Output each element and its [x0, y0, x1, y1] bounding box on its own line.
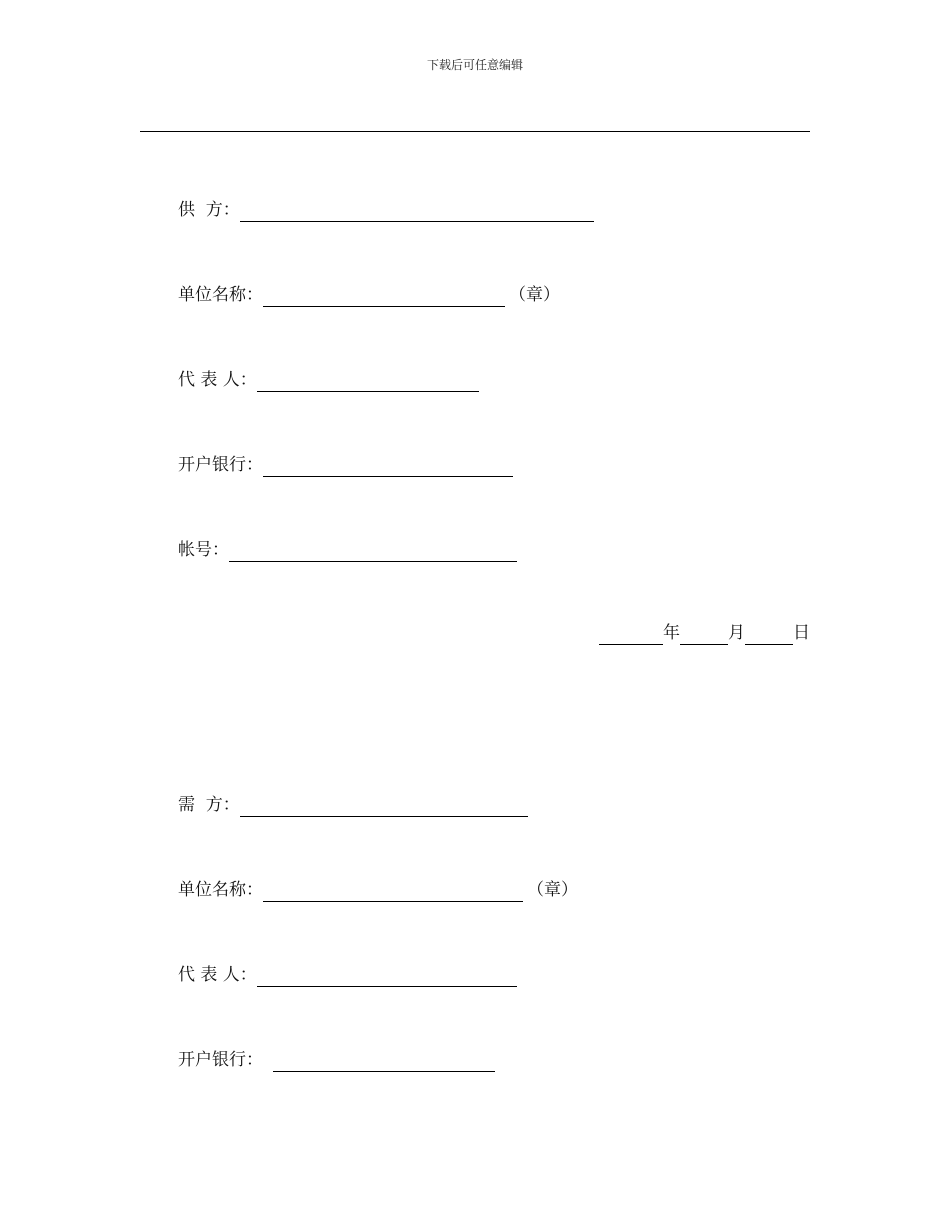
- buyer-party-blank[interactable]: [240, 798, 528, 817]
- supplier-seal-suffix: （章）: [509, 285, 560, 305]
- supplier-bank-row: [178, 453, 513, 477]
- buyer-representative-row: [178, 963, 517, 987]
- buyer-representative-label: 代 表 人：: [178, 965, 257, 985]
- buyer-bank-row: [178, 1048, 495, 1072]
- supplier-account-label: 帐号：: [178, 540, 229, 560]
- buyer-representative-blank[interactable]: [257, 968, 517, 987]
- supplier-unit-name-label: 单位名称：: [178, 285, 263, 305]
- supplier-party-blank[interactable]: [240, 203, 594, 222]
- month-blank[interactable]: [680, 626, 728, 645]
- supplier-party-row: [178, 198, 594, 222]
- supplier-representative-label: 代 表 人：: [178, 370, 257, 390]
- supplier-unit-name-blank[interactable]: [263, 288, 505, 307]
- day-blank[interactable]: [745, 626, 793, 645]
- header-note: 下载后可任意编辑: [426, 58, 523, 72]
- supplier-unit-name-row: [178, 283, 560, 307]
- date-row: [599, 621, 810, 645]
- month-label: 月: [728, 623, 745, 643]
- supplier-party-label: 供 方：: [178, 200, 240, 220]
- buyer-seal-suffix: （章）: [527, 880, 578, 900]
- year-label: 年: [663, 623, 680, 643]
- supplier-account-row: [178, 538, 517, 562]
- supplier-representative-row: [178, 368, 479, 392]
- year-blank[interactable]: [599, 626, 663, 645]
- supplier-representative-blank[interactable]: [257, 373, 479, 392]
- supplier-account-blank[interactable]: [229, 543, 517, 562]
- header-rule: [140, 131, 810, 132]
- supplier-bank-label: 开户银行：: [178, 455, 263, 475]
- buyer-party-row: [178, 793, 528, 817]
- buyer-party-label: 需 方：: [178, 795, 240, 815]
- buyer-bank-label: 开户银行：: [178, 1050, 263, 1070]
- buyer-bank-blank[interactable]: [273, 1053, 495, 1072]
- supplier-bank-blank[interactable]: [263, 458, 513, 477]
- day-label: 日: [793, 623, 810, 643]
- buyer-unit-name-row: [178, 878, 578, 902]
- buyer-unit-name-label: 单位名称：: [178, 880, 263, 900]
- buyer-unit-name-blank[interactable]: [263, 883, 523, 902]
